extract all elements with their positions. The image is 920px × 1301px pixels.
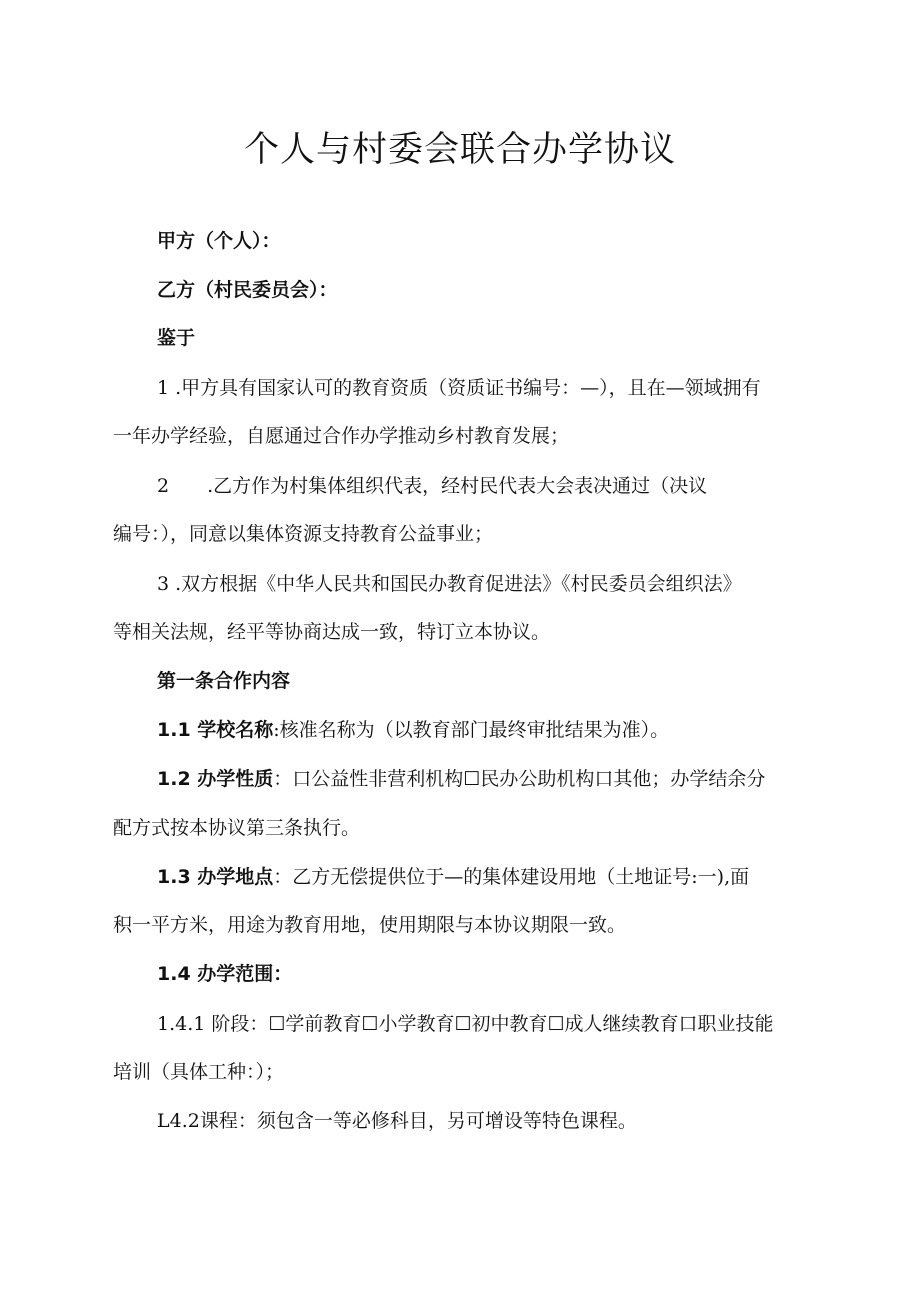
clause-1-2-line-1 — [157, 767, 765, 791]
clause-1-3-line-2: 积一平方米，用途为教育用地，使用期限与本协议期限一致。 — [113, 914, 627, 936]
clause-1-4-heading: 1.4 办学范围： — [157, 963, 293, 985]
recital-2-number: 2 — [157, 475, 170, 497]
recital-1-number: 1 — [157, 377, 170, 399]
clause-1-2-label: 1.2 办学性质 — [157, 768, 274, 790]
clause-1-3-text: ：乙方无偿提供位于—的集体建设用地（土地证号:一),面 — [273, 866, 750, 888]
recital-2-line-2: 编号：），同意以集体资源支持教育公益事业； — [113, 523, 494, 545]
recital-3-line-1 — [157, 572, 742, 596]
clause-1-4-1-line-1: 1.4.1 阶段：☐学前教育☐小学教育☐初中教育☐成人继续教育口职业技能 — [157, 1013, 774, 1035]
recital-2-text: .乙方作为村集体组织代表，经村民代表大会表决通过（决议 — [207, 475, 708, 497]
clause-1-2-line-2: 配方式按本协议第三条执行。 — [113, 817, 361, 839]
recital-3-number: 3 — [157, 573, 170, 595]
recital-3-line-2: 等相关法规，经平等协商达成一致，特订立本协议。 — [113, 621, 551, 643]
clause-1-1-label: 1.1 学校名称 — [157, 719, 274, 741]
recital-2-line-1 — [157, 474, 707, 498]
article-1-heading: 第一条合作内容 — [157, 670, 291, 692]
recital-1-line-2: 一年办学经验，自愿通过合作办学推动乡村教育发展； — [113, 425, 570, 447]
whereas-heading: 鉴于 — [157, 327, 196, 349]
clause-1-3-line-1 — [157, 865, 749, 889]
recital-1-line-1 — [157, 376, 761, 400]
recital-3-text: .双方根据《中华人民共和国民办教育促进法》《村民委员会组织法》 — [175, 573, 742, 595]
party-a-line: 甲方（个人）： — [157, 230, 281, 252]
clause-1-2-text: ：口公益性非营利机构☐民办公助机构口其他；办学结余分 — [273, 768, 766, 790]
document-title: 个人与村委会联合办学协议 — [243, 130, 676, 170]
clause-1-3-label: 1.3 办学地点 — [157, 866, 274, 888]
clause-1-4-2: L4.2课程：须包含一等必修科目，另可增设等特色课程。 — [157, 1110, 637, 1132]
clause-1-4-1-line-2: 培训（具体工种：）； — [113, 1061, 285, 1083]
recital-1-text: .甲方具有国家认可的教育资质（资质证书编号：—），且在—领域拥有 — [175, 377, 761, 399]
clause-1-1-text: :核准名称为（以教育部门最终审批结果为准）。 — [273, 719, 670, 741]
clause-1-1 — [157, 718, 669, 742]
party-b-line: 乙方（村民委员会）： — [157, 279, 338, 301]
